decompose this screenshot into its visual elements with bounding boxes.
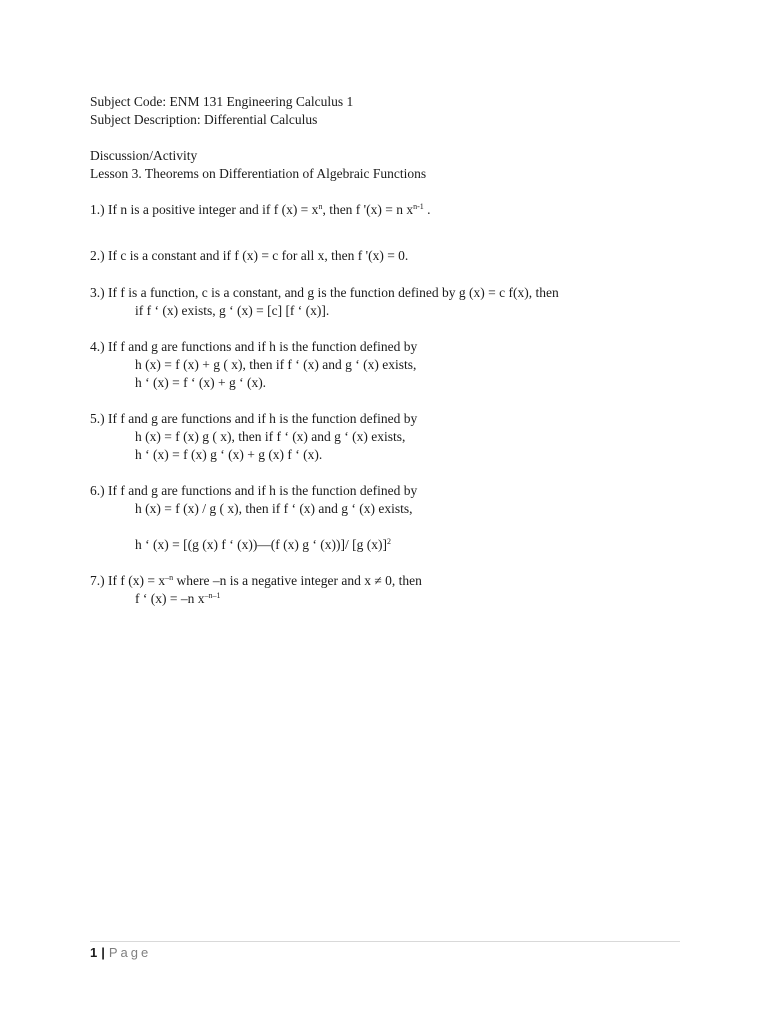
theorem-2: 2.) If c is a constant and if f (x) = c for all x, then f '(x) = 0. xyxy=(90,248,409,263)
theorem-4-line-2: h (x) = f (x) + g ( x), then if f ‘ (x) and g ‘ (x) exists, xyxy=(135,357,417,372)
theorem-1-text-b: , then f '(x) = n x xyxy=(322,202,414,217)
theorem-4-line-1: 4.) If f and g are functions and if h is the function defined by xyxy=(90,339,418,354)
theorem-5-line-2: h (x) = f (x) g ( x), then if f ‘ (x) and g ‘ (x) exists, xyxy=(135,429,406,444)
section-label: Discussion/Activity xyxy=(90,148,198,163)
theorem-6-quotient-formula: h ‘ (x) = [(g (x) f ‘ (x))—(f (x) g ‘ (x))]/ [g (x)] xyxy=(135,537,388,552)
theorem-7-line-1 xyxy=(90,572,422,590)
theorem-3-line-2: if f ‘ (x) exists, g ‘ (x) = [c] [f ‘ (x)]. xyxy=(135,303,330,318)
page-number: 1 xyxy=(90,945,98,960)
theorem-1 xyxy=(90,201,431,219)
theorem-5-line-1: 5.) If f and g are functions and if h is the function defined by xyxy=(90,411,418,426)
theorem-1-text-c: . xyxy=(423,202,431,217)
theorem-6-line-2: h (x) = f (x) / g ( x), then if f ‘ (x) and g ‘ (x) exists, xyxy=(135,501,413,516)
theorem-6-line-1: 6.) If f and g are functions and if h is the function defined by xyxy=(90,483,418,498)
theorem-3-line-1: 3.) If f is a function, c is a constant, and g is the function defined by g (x) = c f(x), then xyxy=(90,285,559,300)
theorem-7-text-b: where –n is a negative integer and x ≠ 0, then xyxy=(173,573,422,588)
theorem-1-text-a: 1.) If n is a positive integer and if f (x) = x xyxy=(90,202,319,217)
theorem-7-derivative: f ‘ (x) = –n x xyxy=(135,591,205,606)
theorem-7-text-a: 7.) If f (x) = x xyxy=(90,573,166,588)
page-footer xyxy=(90,944,151,962)
page-label: Page xyxy=(108,945,152,960)
theorem-6-exponent: 2 xyxy=(387,537,392,546)
lesson-title: Lesson 3. Theorems on Differentiation of Algebraic Functions xyxy=(90,166,427,181)
footer-separator: | xyxy=(101,945,105,960)
theorem-5-line-3: h ‘ (x) = f (x) g ‘ (x) + g (x) f ‘ (x). xyxy=(135,447,323,462)
theorem-7-exponent-b: –n–1 xyxy=(204,591,221,600)
theorem-6-line-3 xyxy=(135,536,391,554)
subject-description: Subject Description: Differential Calculus xyxy=(90,112,318,127)
theorem-4-line-3: h ‘ (x) = f ‘ (x) + g ‘ (x). xyxy=(135,375,267,390)
theorem-1-exponent-a: n xyxy=(318,202,323,211)
footer-divider xyxy=(90,941,680,942)
theorem-1-exponent-b: n-1 xyxy=(413,202,424,211)
theorem-7-line-2 xyxy=(135,590,220,608)
theorem-7-exponent-a: –n xyxy=(165,573,174,582)
subject-code: Subject Code: ENM 131 Engineering Calculus 1 xyxy=(90,94,354,109)
